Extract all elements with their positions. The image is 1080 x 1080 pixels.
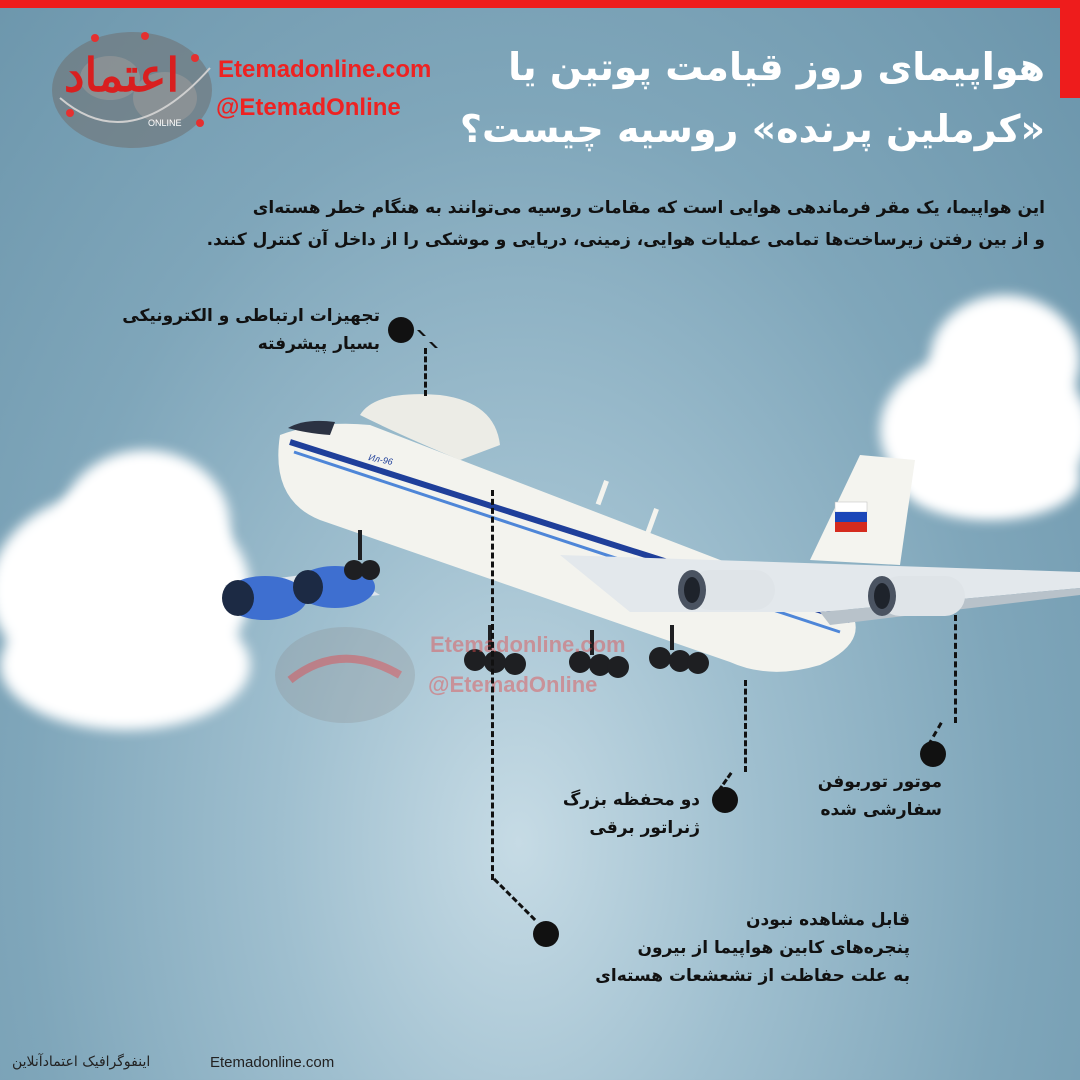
watermark-handle: @EtemadOnline <box>428 672 598 697</box>
callout-label-engine <box>818 768 942 824</box>
leader-line-comms-vertical <box>424 348 427 396</box>
cloud-left-puff <box>60 450 230 600</box>
callout-line: بسیار پیشرفته <box>257 334 380 354</box>
callout-dot-generator <box>712 787 738 813</box>
callout-line: ژنراتور برقی <box>589 818 700 838</box>
callout-dot-windows <box>533 921 559 947</box>
callout-label-generator <box>563 786 700 842</box>
site-handle: @EtemadOnline <box>216 94 401 121</box>
page-title <box>459 36 1045 160</box>
callout-line: به علت حفاظت از تشعشعات هسته‌ای <box>595 966 910 986</box>
callout-label-windows <box>595 906 910 990</box>
watermark <box>270 620 650 730</box>
callout-line: تجهیزات ارتباطی و الکترونیکی <box>122 306 380 326</box>
watermark-logo-icon <box>270 620 420 730</box>
callout-line: قابل مشاهده نبودن <box>746 910 910 930</box>
intro-line: و از بین رفتن زیرساخت‌ها تمامی عملیات هوایی، زمینی، دریایی و موشکی را از داخل آن کنترل کنند. <box>206 230 1045 250</box>
callout-line: دو محفظه بزرگ <box>562 790 700 810</box>
top-accent-bar <box>0 0 1080 8</box>
title-accent-strip <box>1060 8 1080 98</box>
leader-line-windows-vertical <box>491 490 494 880</box>
watermark-url: Etemadonline.com <box>430 632 626 657</box>
etemad-logo <box>50 28 215 158</box>
callout-label-comms <box>122 302 380 358</box>
russian-flag <box>835 502 867 532</box>
footer-infographic-credit: اینفوگرافیک اعتمادآنلاین <box>12 1054 151 1070</box>
callout-dot-engine <box>920 741 946 767</box>
near-engine-outer <box>868 576 965 616</box>
leader-line-windows-diagonal <box>493 878 536 921</box>
intro-line: این هواپیما، یک مقر فرماندهی هوایی است که مقامات روسیه می‌توانند به هنگام خطر هسته‌ای <box>252 198 1045 218</box>
fuselage-marking: Ил-96 <box>367 452 394 468</box>
site-url: Etemadonline.com <box>218 56 432 83</box>
leader-line-engine-vertical <box>954 615 957 723</box>
intro-paragraph <box>206 192 1045 256</box>
logo-subtitle: ONLINE <box>148 118 182 128</box>
near-engine-inner <box>678 570 775 610</box>
callout-line: موتور توربوفن <box>817 772 942 792</box>
leader-line-generator-vertical <box>744 680 747 772</box>
footer-site-url: Etemadonline.com <box>210 1054 335 1071</box>
callout-line: پنجره‌های کابین هواپیما از بیرون <box>637 938 910 958</box>
callout-line: سفارشی شده <box>820 800 942 820</box>
title-line: «کرملین پرنده» روسیه چیست؟ <box>459 107 1045 151</box>
title-line: هواپیمای روز قیامت پوتین یا <box>508 45 1045 89</box>
logo-wordmark: اعتماد <box>64 48 180 102</box>
